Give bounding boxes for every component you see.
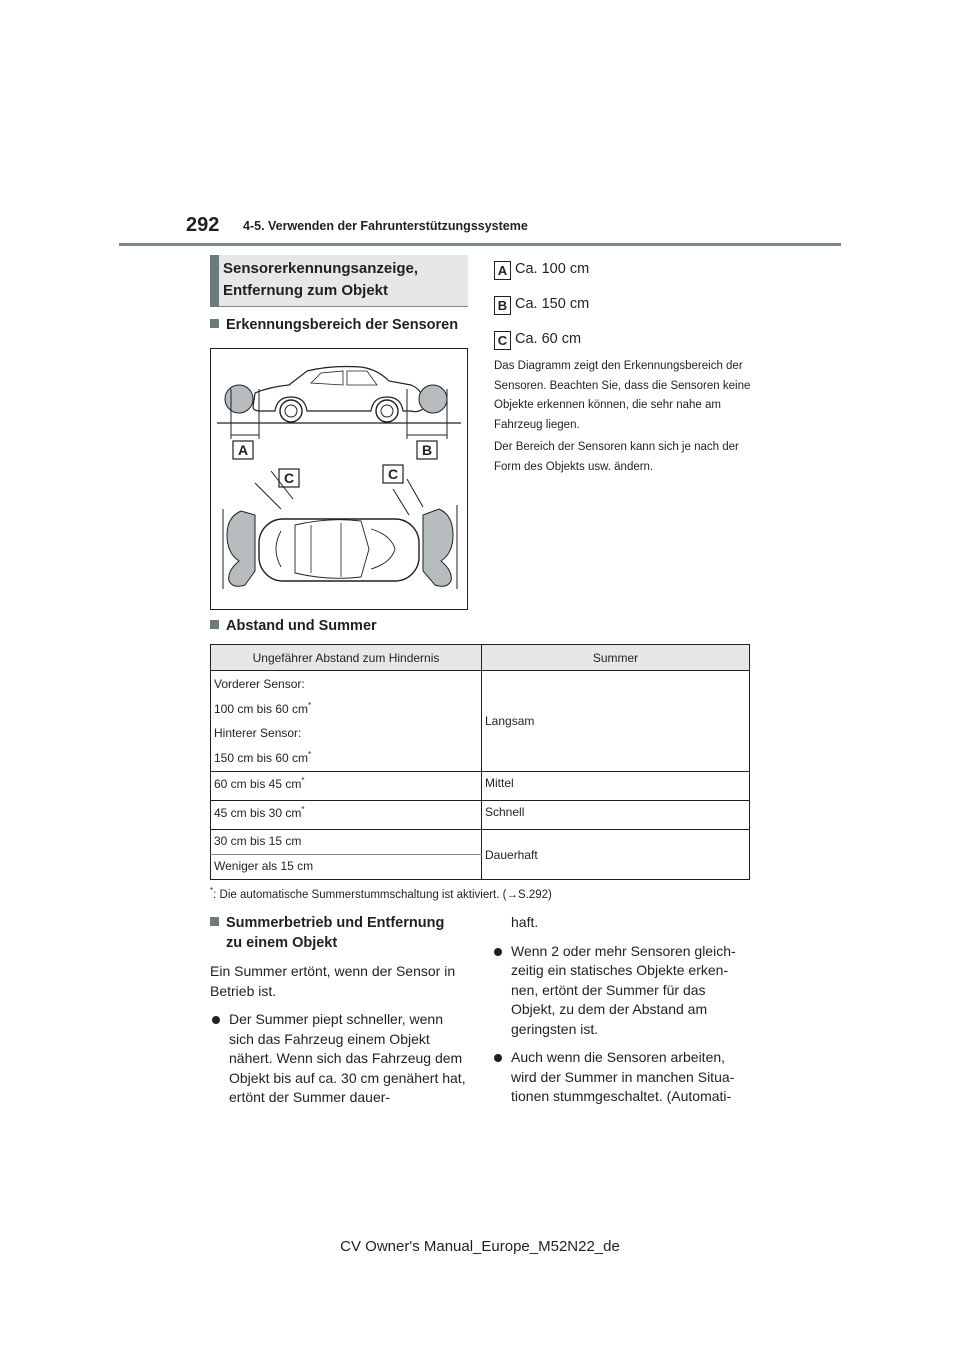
legend-badge-b: B xyxy=(494,296,511,315)
legend-text-b: Ca. 150 cm xyxy=(515,296,590,312)
table-header-distance: Ungefährer Abstand zum Hindernis xyxy=(211,645,482,671)
front-sensor-label: Vorderer Sensor: xyxy=(214,677,305,691)
diagram-label-c-left: C xyxy=(283,470,295,486)
legend-item-b xyxy=(494,296,589,315)
page-number: 292 xyxy=(186,214,220,236)
section-heading xyxy=(223,258,418,302)
table-cell-distance: 60 cm bis 45 cm* xyxy=(211,772,482,801)
section-heading-bar xyxy=(210,255,219,307)
legend-item-a xyxy=(494,261,589,280)
table-cell-distance: Weniger als 15 cm xyxy=(211,855,482,880)
table-cell-buzzer: Schnell xyxy=(482,801,750,830)
rear-sensor-range: 150 cm bis 60 cm* xyxy=(214,750,312,765)
table-cell-distance: 30 cm bis 15 cm xyxy=(211,830,482,855)
table-row xyxy=(211,772,750,801)
diagram-note-2: Der Bereich der Sensoren kann sich je nach der Form des Objekts usw. ändern. xyxy=(494,441,739,473)
header-rule xyxy=(119,243,841,246)
table-row xyxy=(211,830,750,855)
table-header-row xyxy=(211,645,750,671)
diagram-note-1: Das Diagramm zeigt den Erkennungsbereich der Sensoren. Beachten Sie, dass die Sensoren keine Objekte erkennen können, die sehr nahe am Fahrzeug liegen. xyxy=(494,360,751,431)
section-heading-line2: Entfernung zum Objekt xyxy=(223,282,388,299)
legend-badge-c: C xyxy=(494,331,511,350)
diagram-label-a: A xyxy=(237,442,249,458)
bullet1-continuation: haft. xyxy=(511,914,539,930)
detection-heading-text: Erkennungsbereich der Sensoren xyxy=(226,317,459,333)
square-bullet-icon xyxy=(210,319,219,328)
table-cell-distance xyxy=(211,671,482,772)
buzzer-section-right xyxy=(492,913,750,1107)
table-row xyxy=(211,671,750,772)
legend-badge-a: A xyxy=(494,261,511,280)
diagram-label-b: B xyxy=(421,442,433,458)
buzzer-section-left xyxy=(210,913,468,1108)
footer-text: CV Owner's Manual_Europe_M52N22_de xyxy=(340,1238,620,1255)
list-item: Der Summer piept schneller, wenn sich das Fahrzeug einem Objekt nähert. Wenn sich das Fahrzeug dem Objekt bis auf ca. 30 cm genähert hat, ertönt der Summer dauer- xyxy=(210,1010,468,1108)
distance-heading xyxy=(210,618,377,634)
square-bullet-icon xyxy=(210,620,219,629)
table-cell-buzzer: Langsam xyxy=(482,671,750,772)
table-row xyxy=(211,801,750,830)
sensor-range-illustration xyxy=(211,349,469,611)
section-heading-line1: Sensorerkennungsanzeige, xyxy=(223,260,419,277)
table-cell-buzzer: Mittel xyxy=(482,772,750,801)
list-item: Wenn 2 oder mehr Sensoren gleichzeitig ein statisches Objekte erkennen, ertönt der Summer für das Objekt, zu dem der Abstand am geringsten ist. xyxy=(492,942,750,1040)
square-bullet-icon xyxy=(210,917,219,926)
rear-sensor-label: Hinterer Sensor: xyxy=(214,726,302,740)
table-header-buzzer: Summer xyxy=(482,645,750,671)
buzzer-heading: Summerbetrieb und Entfernung zu einem Objekt xyxy=(210,913,468,953)
bullet-dot-icon xyxy=(494,948,502,956)
diagram-label-c-right: C xyxy=(387,466,399,482)
table-cell-distance: 45 cm bis 30 cm* xyxy=(211,801,482,830)
bullet-dot-icon xyxy=(494,1054,502,1062)
bullet-dot-icon xyxy=(212,1016,220,1024)
front-sensor-range: 100 cm bis 60 cm* xyxy=(214,701,312,716)
chapter-title: 4-5. Verwenden der Fahrunterstützungssysteme xyxy=(243,219,528,233)
legend-text-c: Ca. 60 cm xyxy=(515,331,582,347)
table-footnote: *: Die automatische Summerstummschaltung ist aktiviert. (→S.292) xyxy=(210,886,552,901)
list-item: Auch wenn die Sensoren arbeiten, wird der Summer in manchen Situationen stummgeschaltet. (Automati- xyxy=(492,1048,750,1107)
detection-heading xyxy=(210,317,458,333)
legend-text-a: Ca. 100 cm xyxy=(515,261,590,277)
buzzer-intro: Ein Summer ertönt, wenn der Sensor in Betrieb ist. xyxy=(210,963,456,999)
table-cell-buzzer: Dauerhaft xyxy=(482,830,750,880)
sensor-range-diagram xyxy=(210,348,468,610)
section-heading-box xyxy=(210,255,468,307)
legend-item-c xyxy=(494,331,581,350)
distance-heading-text: Abstand und Summer xyxy=(226,618,377,634)
distance-buzzer-table xyxy=(210,644,750,880)
